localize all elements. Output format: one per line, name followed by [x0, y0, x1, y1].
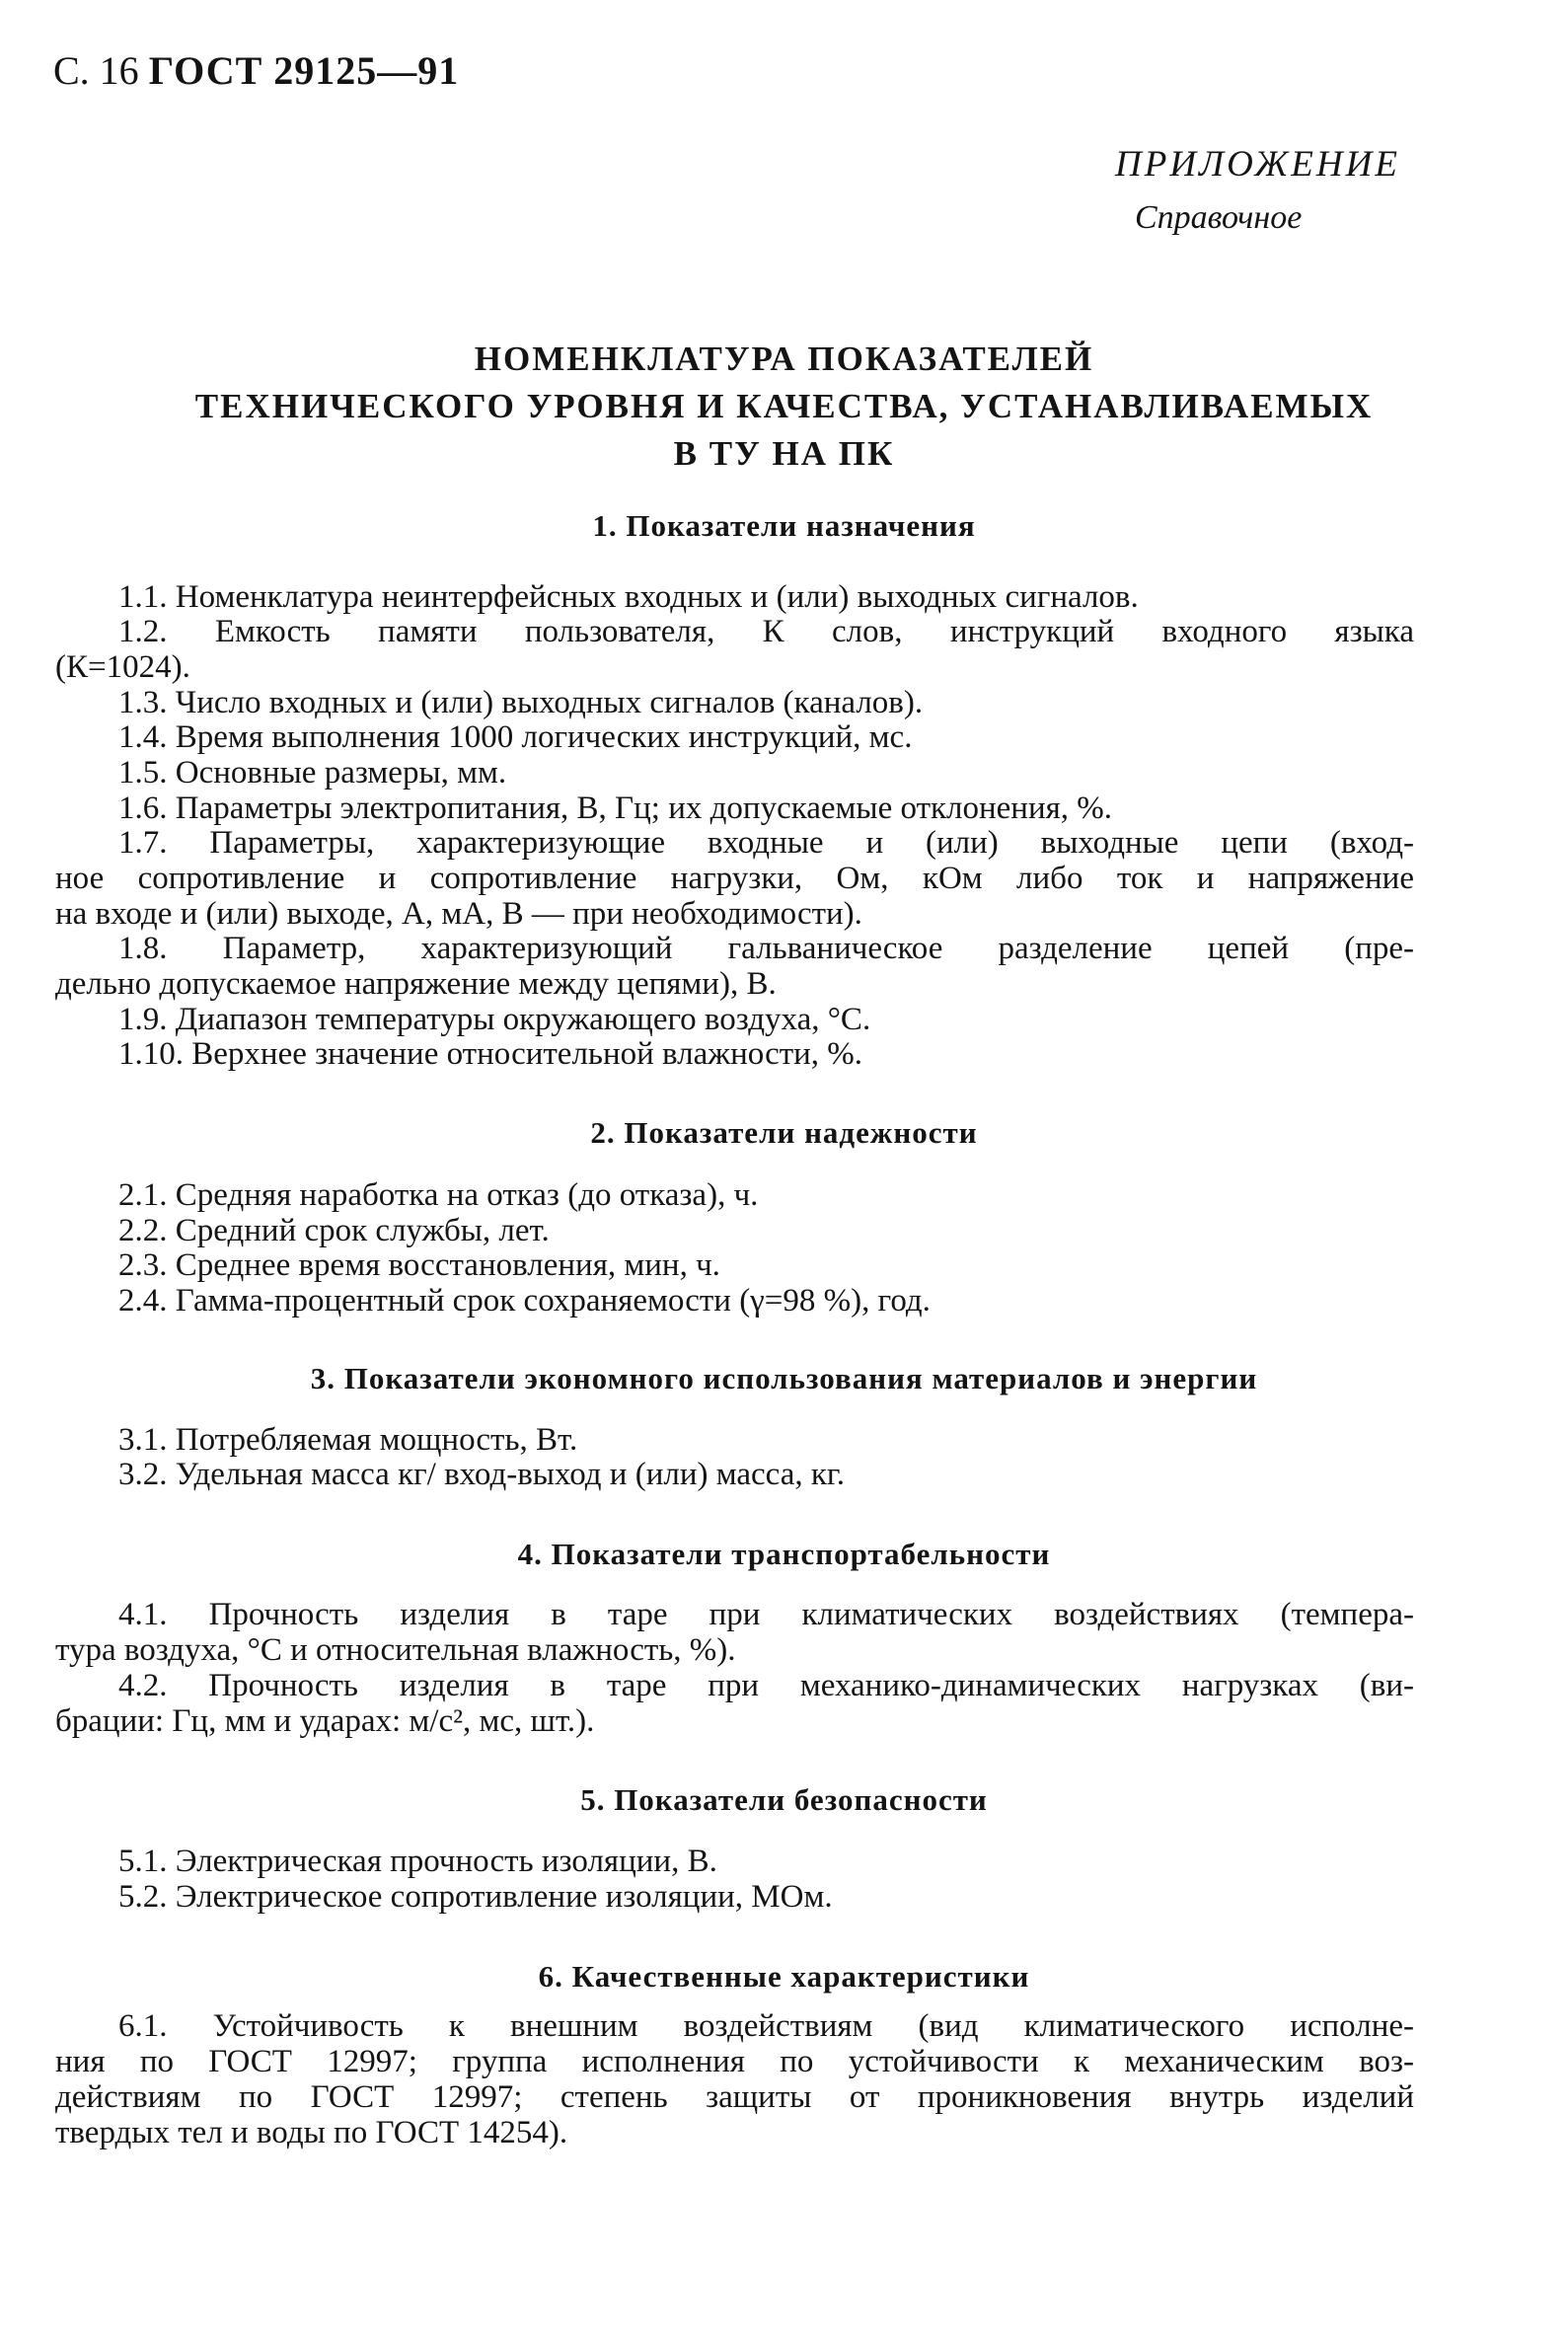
- text-line: дельно допускаемое напряжение между цепями), В.: [55, 966, 777, 1002]
- section-heading: 1. Показатели назначения: [592, 508, 976, 543]
- page-header: [53, 48, 460, 93]
- section-heading: 4. Показатели транспортабельности: [517, 1537, 1051, 1571]
- section-heading: 6. Качественные характеристики: [538, 1959, 1030, 1994]
- text-line: 2.2. Средний срок службы, лет.: [118, 1213, 550, 1248]
- text-line: действиям по ГОСТ 12997; степень защиты от проникновения внутрь изделий: [55, 2079, 1414, 2115]
- text-line: 6.1. Устойчивость к внешним воздействиям (вид климатического исполне-: [118, 2008, 1414, 2044]
- text-line: ния по ГОСТ 12997; группа исполнения по устойчивости к механическим воз-: [55, 2044, 1414, 2079]
- section-heading: 3. Показатели экономного использования материалов и энергии: [310, 1361, 1258, 1395]
- text-line: 1.1. Номенклатура неинтерфейсных входных и (или) выходных сигналов.: [118, 579, 1139, 615]
- text-line: 3.1. Потребляемая мощность, Вт.: [118, 1422, 578, 1458]
- appendix-type: Справочное: [1135, 199, 1303, 236]
- text-line: твердых тел и воды по ГОСТ 14254).: [55, 2115, 568, 2150]
- text-line: 1.2. Емкость памяти пользователя, К слов, инструкций входного языка: [118, 614, 1414, 649]
- title-line: В ТУ НА ПК: [673, 434, 895, 473]
- text-line: 1.4. Время выполнения 1000 логических инструкций, мс.: [118, 719, 913, 755]
- text-line: на входе и (или) выходе, А, мА, В — при необходимости).: [55, 896, 862, 932]
- document-title: [0, 336, 1568, 478]
- title-line: ТЕХНИЧЕСКОГО УРОВНЯ И КАЧЕСТВА, УСТАНАВЛИВАЕМЫХ: [194, 387, 1374, 425]
- text-line: 4.2. Прочность изделия в таре при механико-динамических нагрузках (ви-: [118, 1668, 1414, 1703]
- appendix-label: ПРИЛОЖЕНИЕ: [1115, 144, 1400, 185]
- page-number: С. 16: [53, 48, 139, 93]
- text-line: 2.3. Среднее время восстановления, мин, ч.: [118, 1247, 720, 1283]
- text-line: ное сопротивление и сопротивление нагрузки, Ом, кОм либо ток и напряжение: [55, 861, 1414, 896]
- section-heading: 5. Показатели безопасности: [580, 1782, 988, 1817]
- text-line: тура воздуха, °С и относительная влажность, %).: [55, 1632, 736, 1668]
- text-line: 3.2. Удельная масса кг/ вход-выход и (или) масса, кг.: [118, 1457, 845, 1492]
- text-line: 1.7. Параметры, характеризующие входные и (или) выходные цепи (вход-: [118, 825, 1414, 861]
- section-heading: 2. Показатели надежности: [590, 1115, 978, 1150]
- text-line: 4.1. Прочность изделия в таре при климатических воздействиях (темпера-: [118, 1597, 1414, 1632]
- text-line: брации: Гц, мм и ударах: м/с², мс, шт.).: [55, 1703, 595, 1739]
- text-line: 1.6. Параметры электропитания, В, Гц; их допускаемые отклонения, %.: [118, 791, 1113, 826]
- text-line: 2.4. Гамма-процентный срок сохраняемости (γ=98 %), год.: [118, 1283, 931, 1319]
- text-line: 1.5. Основные размеры, мм.: [118, 755, 507, 791]
- text-line: (К=1024).: [55, 649, 190, 685]
- text-line: 1.9. Диапазон температуры окружающего воздуха, °С.: [118, 1002, 871, 1037]
- text-line: 1.3. Число входных и (или) выходных сигналов (каналов).: [118, 685, 924, 720]
- text-line: 5.2. Электрическое сопротивление изоляции, МОм.: [118, 1879, 833, 1915]
- standard-designation: ГОСТ 29125—91: [148, 48, 460, 93]
- title-line: НОМЕНКЛАТУРА ПОКАЗАТЕЛЕЙ: [474, 339, 1094, 378]
- text-line: 1.10. Верхнее значение относительной влажности, %.: [118, 1036, 863, 1072]
- text-line: 2.1. Средняя наработка на отказ (до отказа), ч.: [118, 1177, 759, 1213]
- text-line: 5.1. Электрическая прочность изоляции, В.: [118, 1844, 717, 1879]
- text-line: 1.8. Параметр, характеризующий гальваническое разделение цепей (пре-: [118, 931, 1414, 966]
